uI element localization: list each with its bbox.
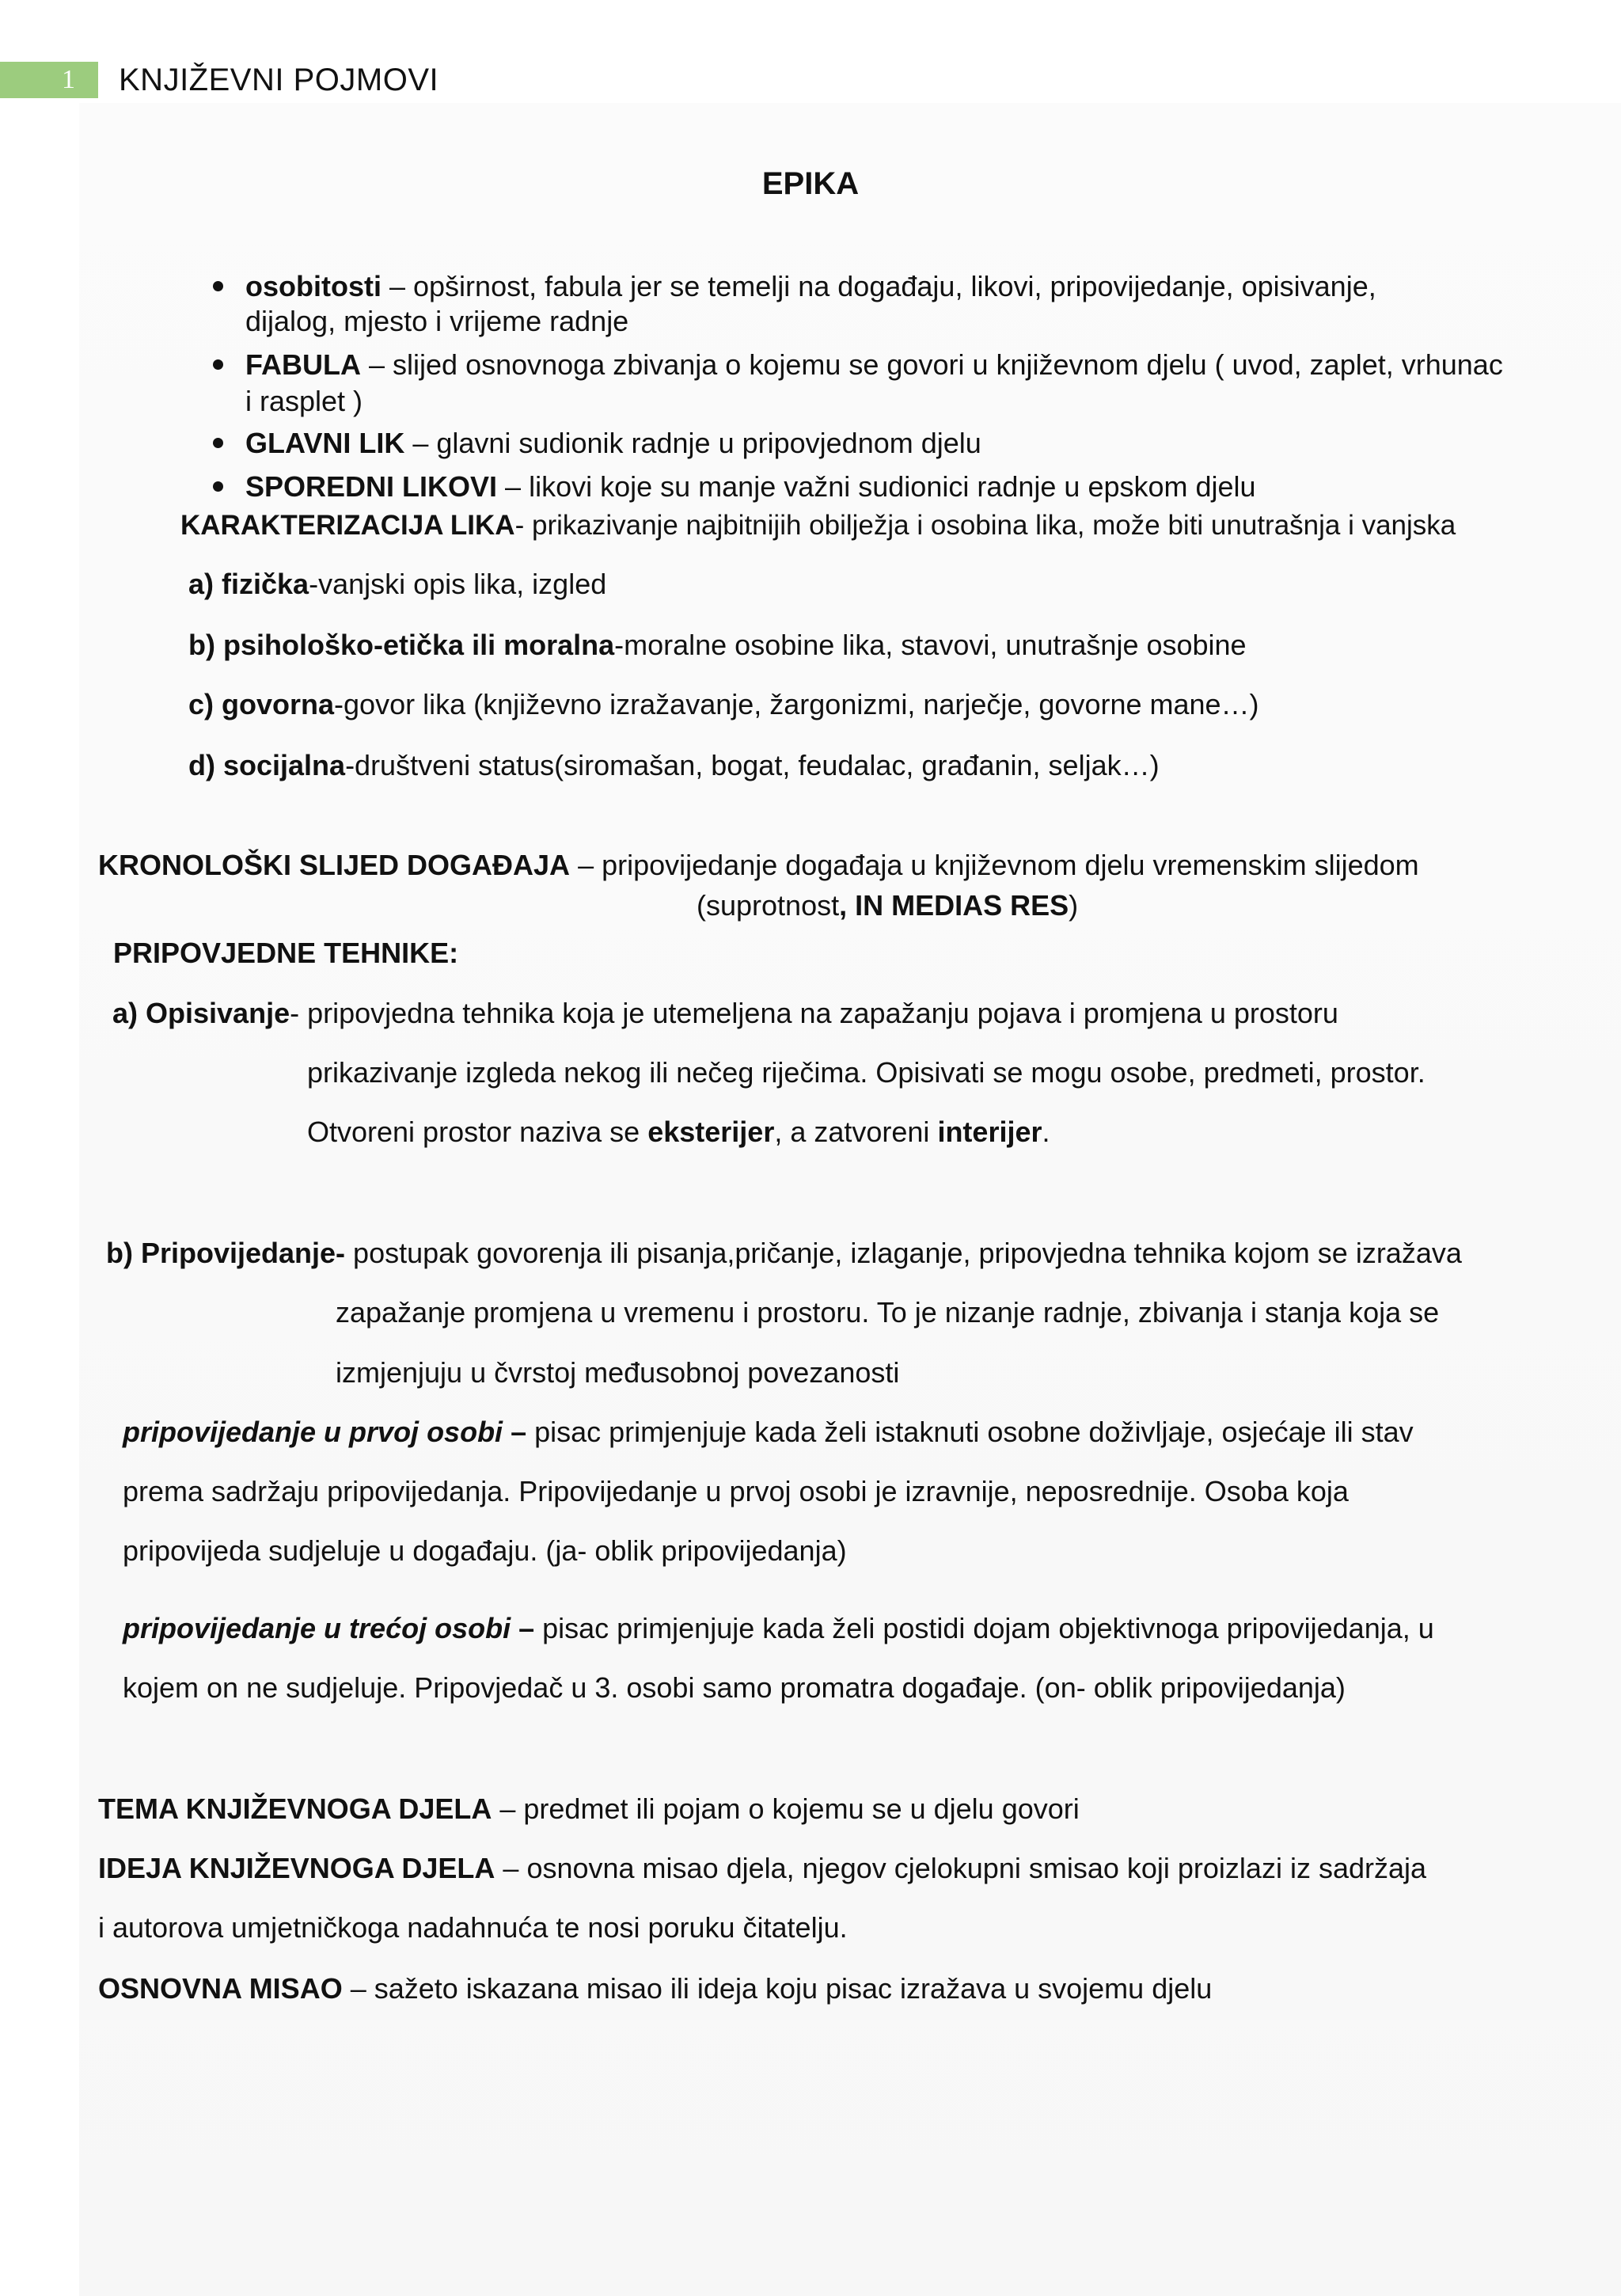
bullet-text: likovi koje su manje važni sudionici radnje u epskom djelu xyxy=(529,470,1256,503)
bullet-sporedni-likovi: SPOREDNI LIKOVI – likovi koje su manje važni sudionici radnje u epskom djelu xyxy=(245,470,1256,503)
bullet-text: slijed osnovnoga zbivanja o kojemu se govori u književnom djelu ( uvod, zaplet, vrhunac xyxy=(393,348,1503,381)
bullet-text: glavni sudionik radnje u pripovjednom djelu xyxy=(436,427,981,459)
tema-line: TEMA KNJIŽEVNOGA DJELA – predmet ili pojam o kojemu se u djelu govori xyxy=(98,1792,1080,1825)
page-number-tab xyxy=(0,62,98,98)
prva-osoba-term: pripovijedanje u prvoj osobi xyxy=(123,1416,503,1448)
opisivanje-line2: prikazivanje izgleda nekog ili nečeg riječima. Opisivati se mogu osobe, predmeti, prostor. xyxy=(307,1056,1425,1089)
document-title: EPIKA xyxy=(761,166,860,201)
treca-osoba-line2: kojem on ne sudjeluje. Pripovjedač u 3. osobi samo promatra događaje. (on- oblik pripovijedanja) xyxy=(123,1671,1346,1704)
pripovijedanje-line1: b) Pripovijedanje- postupak govorenja ili pisanja,pričanje, izlaganje, pripovjedna tehnika kojom se izražava xyxy=(106,1237,1462,1269)
page-number: 1 xyxy=(62,65,75,94)
osnovna-misao-line: OSNOVNA MISAO – sažeto iskazana misao ili ideja koju pisac izražava u svojemu djelu xyxy=(98,1972,1213,2005)
char-type-d: d) socijalna-društveni status(siromašan, bogat, feudalac, građanin, seljak…) xyxy=(188,749,1160,781)
kronoloski-line: KRONOLOŠKI SLIJED DOGAĐAJA – pripovijedanje događaja u književnom djelu vremenskim slijedom xyxy=(98,849,1419,881)
bullet-fabula: FABULA – slijed osnovnoga zbivanja o kojemu se govori u književnom djelu ( uvod, zaplet, vrhunac xyxy=(245,348,1503,381)
bullet-continuation: dijalog, mjesto i vrijeme radnje xyxy=(245,305,629,337)
tema-term: TEMA KNJIŽEVNOGA DJELA xyxy=(98,1792,492,1825)
bullet-dot xyxy=(213,438,223,448)
opisivanje-label: a) Opisivanje xyxy=(112,997,290,1029)
karakterizacija-term: KARAKTERIZACIJA LIKA xyxy=(180,510,515,541)
opisivanje-line1: a) Opisivanje- pripovjedna tehnika koja je utemeljena na zapažanju pojava i promjena u prostoru xyxy=(112,997,1338,1029)
bullet-term: FABULA xyxy=(245,348,361,381)
pripovijedanje-line2: zapažanje promjena u vremenu i prostoru. To je nizanje radnje, zbivanja i stanja koja se xyxy=(336,1296,1440,1329)
char-type-c: c) govorna-govor lika (književno izražavanje, žargonizmi, narječje, govorne mane…) xyxy=(188,688,1259,720)
bullet-term: SPOREDNI LIKOVI xyxy=(245,470,498,503)
tehnike-heading: PRIPOVJEDNE TEHNIKE: xyxy=(113,937,459,969)
opisivanje-line3: Otvoreni prostor naziva se eksterijer, a zatvoreni interijer. xyxy=(307,1116,1050,1148)
kronoloski-line2: (suprotnost, IN MEDIAS RES) xyxy=(697,889,1079,922)
ideja-term: IDEJA KNJIŽEVNOGA DJELA xyxy=(98,1852,495,1884)
karakterizacija-text: - prikazivanje najbitnijih obilježja i osobina lika, može biti unutrašnja i vanjska xyxy=(514,510,1456,541)
kronoloski-term: KRONOLOŠKI SLIJED DOGAĐAJA xyxy=(98,849,571,881)
ideja-line2: i autorova umjetničkoga nadahnuća te nosi poruku čitatelju. xyxy=(98,1911,848,1944)
prva-osoba-line3: pripovijeda sudjeluje u događaju. (ja- oblik pripovijedanja) xyxy=(123,1534,847,1567)
prva-osoba-line1: pripovijedanje u prvoj osobi – pisac primjenjuje kada želi istaknuti osobne doživljaje, osjećaje ili stav xyxy=(123,1416,1414,1448)
bullet-continuation: i rasplet ) xyxy=(245,385,363,417)
bullet-glavni-lik: GLAVNI LIK – glavni sudionik radnje u pripovjednom djelu xyxy=(245,427,981,459)
char-type-b: b) psihološko-etička ili moralna-moralne osobine lika, stavovi, unutrašnje osobine xyxy=(188,629,1247,661)
bullet-text: opširnost, fabula jer se temelji na događaju, likovi, pripovijedanje, opisivanje, xyxy=(413,270,1376,302)
bullet-osobitosti: osobitosti – opširnost, fabula jer se temelji na događaju, likovi, pripovijedanje, opisivanje, xyxy=(245,270,1376,302)
pripovijedanje-line3: izmjenjuju u čvrstoj međusobnoj povezanosti xyxy=(336,1356,900,1389)
char-type-a: a) fizička-vanjski opis lika, izgled xyxy=(188,568,607,600)
pripovijedanje-label: b) Pripovijedanje- xyxy=(106,1237,346,1269)
bullet-term: osobitosti xyxy=(245,270,382,302)
bullet-dot xyxy=(213,359,223,370)
header-title: KNJIŽEVNI POJMOVI xyxy=(119,63,439,97)
prva-osoba-line2: prema sadržaju pripovijedanja. Pripovijedanje u prvoj osobi je izravnije, neposrednije. Osoba koja xyxy=(123,1475,1349,1507)
bullet-dot xyxy=(213,281,223,291)
treca-osoba-line1: pripovijedanje u trećoj osobi – pisac primjenjuje kada želi postidi dojam objektivnoga pripovijedanja, u xyxy=(123,1612,1434,1644)
osnovna-misao-term: OSNOVNA MISAO xyxy=(98,1972,343,2005)
bullet-term: GLAVNI LIK xyxy=(245,427,405,459)
treca-osoba-term: pripovijedanje u trećoj osobi xyxy=(123,1612,511,1644)
karakterizacija-line xyxy=(180,508,1456,543)
ideja-line1: IDEJA KNJIŽEVNOGA DJELA – osnovna misao djela, njegov cjelokupni smisao koji proizlazi iz sadržaja xyxy=(98,1852,1427,1884)
bullet-dot xyxy=(213,481,223,492)
